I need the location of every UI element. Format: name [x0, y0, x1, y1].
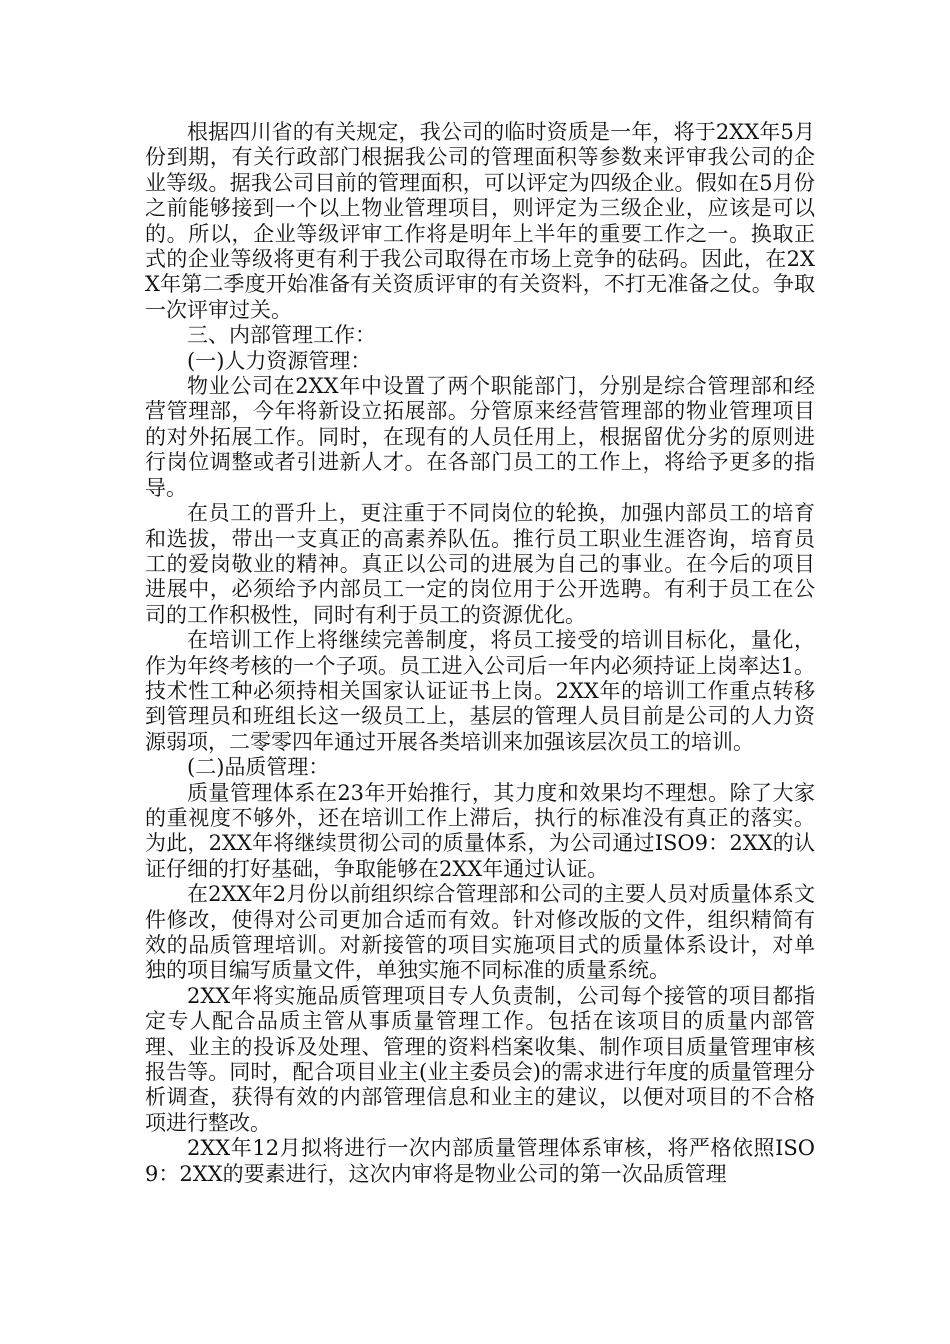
paragraph-quality-system: 质量管理体系在23年开始推行，其力度和效果均不理想。除了大家的重视度不够外，还在培训工作上滞后，执行的标准没有真正的落实。为此，2XX年将继续贯彻公司的质量体系，为公司通过ISO9：2XX的认证仔细的打好基础，争取能够在2XX年通过认证。: [145, 780, 815, 881]
paragraph-training: 在培训工作上将继续完善制度，将员工接受的培训目标化，量化，作为年终考核的一个子项。员工进入公司后一年内必须持证上岗率达1。技术性工种必须持相关国家认证证书上岗。2XX年的培训工作重点转移到管理员和班组长这一级员工上，基层的管理人员目前是公司的人力资源弱项，二零零四年通过开展各类培训来加强该层次员工的培训。: [145, 628, 815, 754]
subsection-heading-hr: (一)人力资源管理：: [187, 348, 372, 373]
section-heading-internal-management: 三、内部管理工作：: [187, 323, 376, 348]
document-page: [145, 120, 815, 1187]
paragraph-quality-documents: 在2XX年2月份以前组织综合管理部和公司的主要人员对质量体系文件修改，使得对公司更加合适而有效。针对修改版的文件，组织精简有效的品质管理培训。对新接管的项目实施项目式的质量体系设计，对单独的项目编写质量文件，单独实施不同标准的质量系统。: [145, 882, 815, 983]
paragraph-quality-responsibility: 2XX年将实施品质管理项目专人负责制，公司每个接管的项目都指定专人配合品质主管从事质量管理工作。包括在该项目的质量内部管理、业主的投诉及处理、管理的资料档案收集、制作项目质量管理审核报告等。同时，配合项目业主(业主委员会)的需求进行年度的质量管理分析调查，获得有效的内部管理信息和业主的建议，以便对项目的不合格项进行整改。: [145, 983, 815, 1135]
subsection-heading-quality: (二)品质管理：: [187, 755, 330, 780]
paragraph-promotion: 在员工的晋升上，更注重于不同岗位的轮换，加强内部员工的培育和选拔，带出一支真正的高素养队伍。推行员工职业生涯咨询，培育员工的爱岗敬业的精神。真正以公司的进展为自己的事业。在今后的项目进展中，必须给予内部员工一定的岗位用于公开选聘。有利于员工在公司的工作积极性，同时有利于员工的资源优化。: [145, 501, 815, 627]
paragraph-qualification: 根据四川省的有关规定，我公司的临时资质是一年，将于2XX年5月份到期，有关行政部门根据我公司的管理面积等参数来评审我公司的企业等级。据我公司目前的管理面积，可以评定为四级企业。假如在5月份之前能够接到一个以上物业管理项目，则评定为三级企业，应该是可以的。所以，企业等级评审工作将是明年上半年的重要工作之一。换取正式的企业等级将更有利于我公司取得在市场上竞争的砝码。因此，在2XX年第二季度开始准备有关资质评审的有关资料，不打无准备之仗。争取一次评审过关。: [145, 120, 815, 322]
paragraph-internal-audit: 2XX年12月拟将进行一次内部质量管理体系审核，将严格依照ISO9：2XX的要素进行，这次内审将是物业公司的第一次品质管理: [145, 1136, 815, 1186]
paragraph-departments: 物业公司在2XX年中设置了两个职能部门，分别是综合管理部和经营管理部，今年将新设立拓展部。分管原来经营管理部的物业管理项目的对外拓展工作。同时，在现有的人员任用上，根据留优分劣的原则进行岗位调整或者引进新人才。在各部门员工的工作上，将给予更多的指导。: [145, 374, 815, 500]
